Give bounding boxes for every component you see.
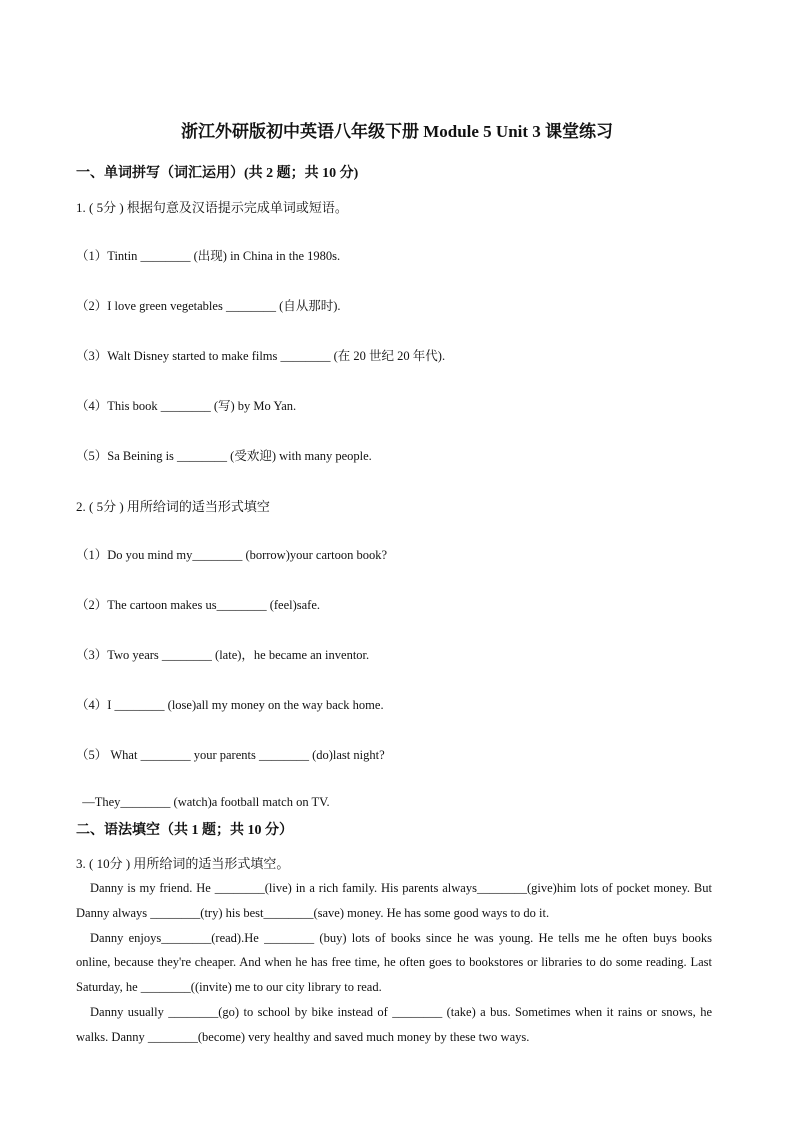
section-2-heading: 二、语法填空（共 1 题；共 10 分） — [76, 823, 293, 838]
question-1-item-1: （1）Tintin ________ (出现) in China in the 1980s. — [76, 249, 341, 263]
passage-paragraph-3: Danny usually ________(go) to school by bike instead of ________ (take) a bus. Sometimes when it rains or snows, he walks. Danny ________(become) very healthy and saved much money by these two ways. — [76, 1004, 712, 1044]
question-1-item-2: （2）I love green vegetables ________ (自从那时). — [76, 299, 341, 313]
page-title: 浙江外研版初中英语八年级下册 Module 5 Unit 3 课堂练习 — [180, 122, 614, 141]
question-3-prompt: 3. ( 10分 ) 用所给词的适当形式填空。 — [76, 856, 290, 871]
question-1-item-4: （4）This book ________ (写) by Mo Yan. — [76, 399, 297, 413]
question-3-passage — [76, 876, 712, 1050]
question-2-item-1: （1）Do you mind my________ (borrow)your cartoon book? — [76, 548, 388, 562]
question-1-prompt: 1. ( 5分 ) 根据句意及汉语提示完成单词或短语。 — [76, 200, 348, 215]
question-2-item-3: （3）Two years ________ (late)，he became an inventor. — [76, 648, 370, 662]
question-2-item-5-answer: —They________ (watch)a football match on TV. — [76, 795, 330, 809]
question-2-item-2: （2）The cartoon makes us________ (feel)safe. — [76, 598, 321, 612]
question-1-item-3: （3）Walt Disney started to make films ________ (在 20 世纪 20 年代). — [76, 349, 446, 363]
question-1-item-5: （5）Sa Beining is ________ (受欢迎) with many people. — [76, 449, 372, 463]
question-2-prompt: 2. ( 5分 ) 用所给词的适当形式填空 — [76, 499, 270, 514]
passage-paragraph-2: Danny enjoys________(read).He ________ (buy) lots of books since he was young. He tells me he often buys books online, because they're cheaper. And when he has free time, he often goes to bookstores or libraries to do some reading. Last Saturday, he ________((invite) me to our city library to read. — [76, 930, 712, 995]
section-1-heading: 一、单词拼写（词汇运用）(共 2 题；共 10 分) — [76, 166, 359, 181]
question-2-item-4: （4）I ________ (lose)all my money on the way back home. — [76, 698, 384, 712]
passage-paragraph-1: Danny is my friend. He ________(live) in a rich family. His parents always________(give)him lots of pocket money. But Danny always ________(try) his best________(save) money. He has some good ways to do it. — [76, 881, 712, 920]
question-2-item-5: （5） What ________ your parents ________ (do)last night? — [76, 748, 385, 762]
